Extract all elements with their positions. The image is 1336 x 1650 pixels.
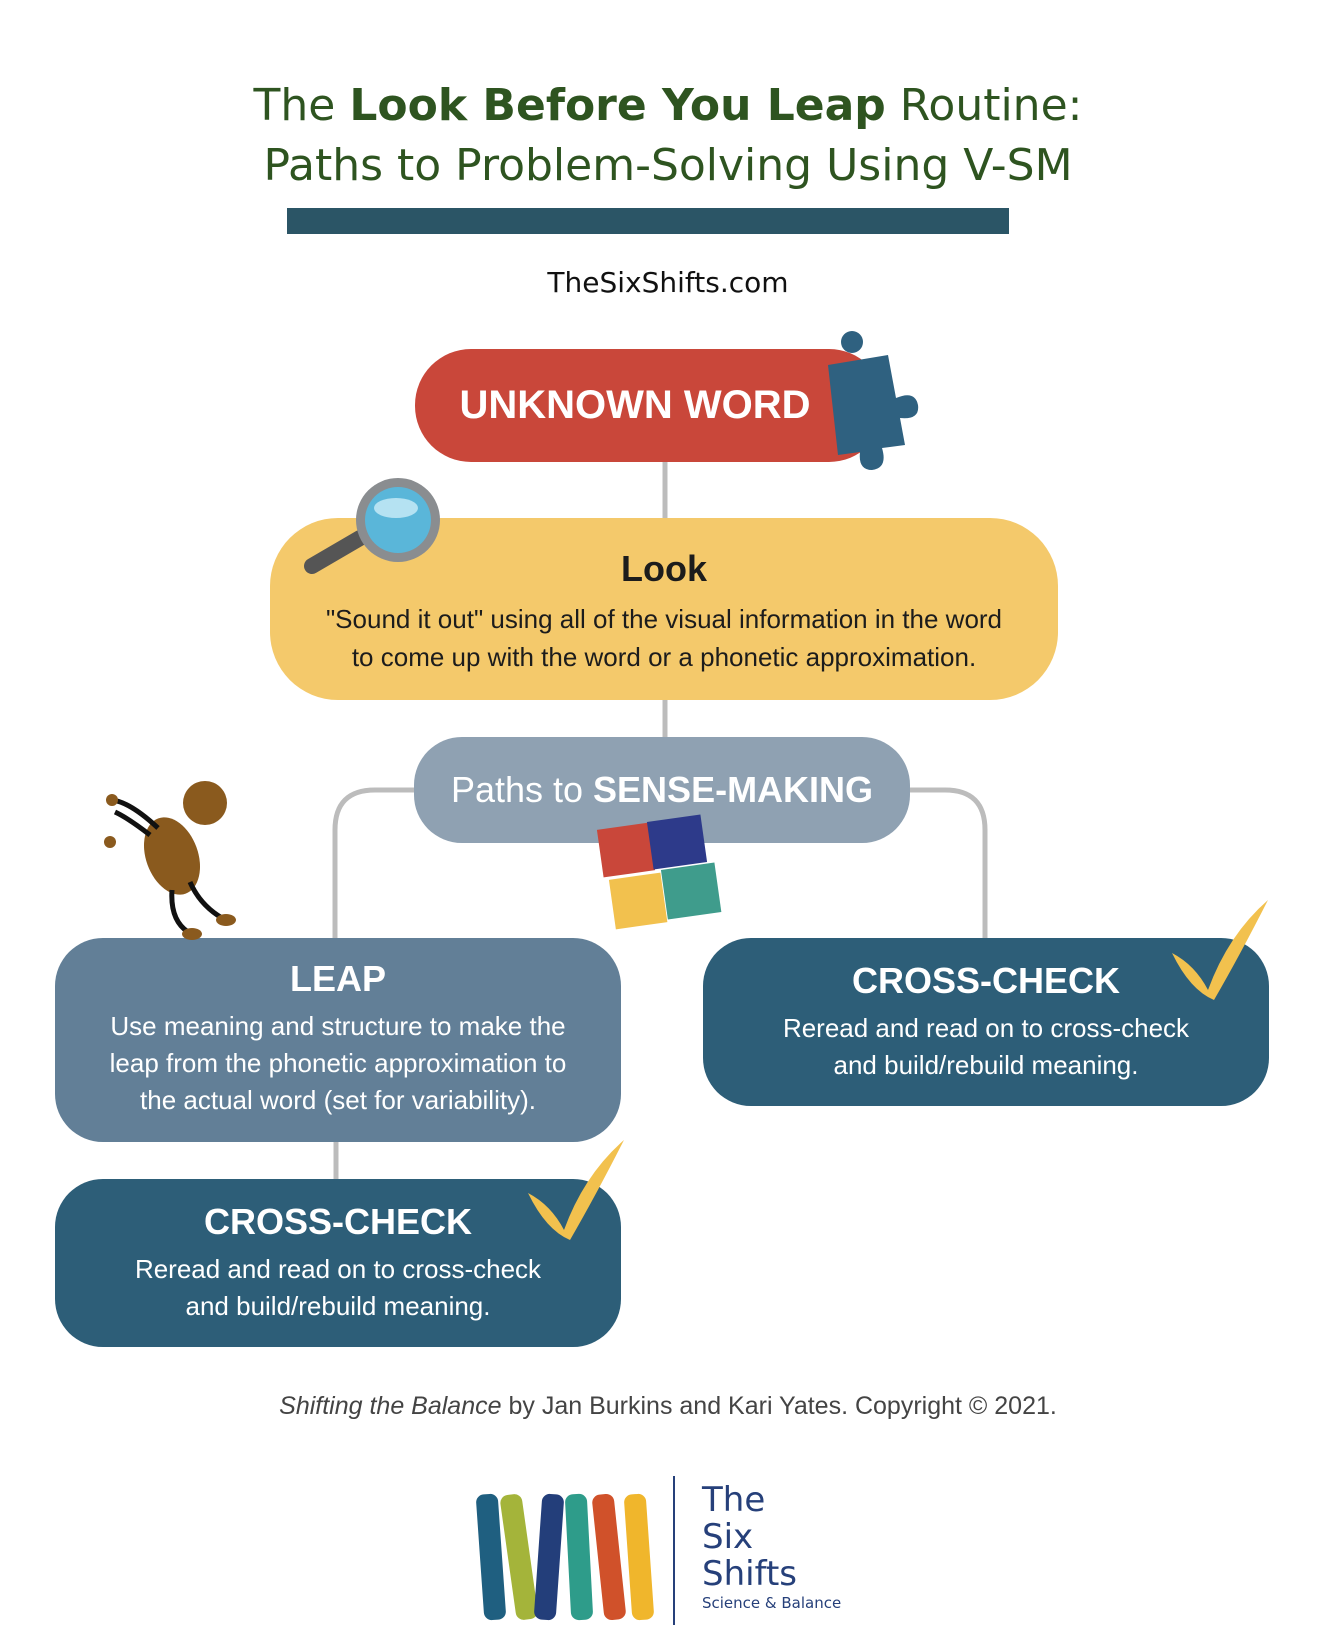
website-label: TheSixShifts.com — [547, 266, 789, 299]
leap-node — [55, 938, 621, 1142]
leap-heading: LEAP — [289, 958, 386, 999]
leap-text-line3: the actual word (set for variability). — [140, 1085, 536, 1115]
leap-text-line1: Use meaning and structure to make the — [110, 1011, 566, 1041]
look-node — [270, 518, 1058, 700]
logo-tagline: Science & Balance — [702, 1594, 842, 1612]
look-text-line1: "Sound it out" using all of the visual information in the word — [325, 604, 1003, 634]
page-title: The Look Before You Leap Routine: Paths to Problem-Solving Using V-SM — [253, 80, 1083, 191]
connector-paths-leap — [335, 790, 414, 940]
look-heading: Look — [621, 548, 707, 589]
cross-check-left-heading: CROSS-CHECK — [203, 1201, 472, 1242]
cross-check-right-heading: CROSS-CHECK — [851, 960, 1120, 1001]
unknown-word-node: UNKNOWN WORD — [415, 349, 885, 462]
title-underline — [287, 208, 1009, 234]
copyright-line: Shifting the Balance by Jan Burkins and Kari Yates. Copyright © 2021. — [279, 1392, 1057, 1420]
logo-wordmark: The Six Shifts — [702, 1480, 797, 1594]
cross-check-right-line2: and build/rebuild meaning. — [833, 1050, 1139, 1080]
cross-check-left-line2: and build/rebuild meaning. — [185, 1291, 491, 1321]
connector-paths-crosscheck-right — [910, 790, 985, 940]
cross-check-right-line1: Reread and read on to cross-check — [782, 1013, 1190, 1043]
look-text-line2: to come up with the word or a phonetic approximation. — [351, 642, 977, 672]
paths-node: Paths to SENSE-MAKING — [414, 737, 910, 843]
leap-text-line2: leap from the phonetic approximation to — [109, 1048, 567, 1078]
cross-check-left-line1: Reread and read on to cross-check — [134, 1254, 542, 1284]
cross-check-left-node — [55, 1179, 621, 1347]
cross-check-right-node — [703, 938, 1269, 1106]
